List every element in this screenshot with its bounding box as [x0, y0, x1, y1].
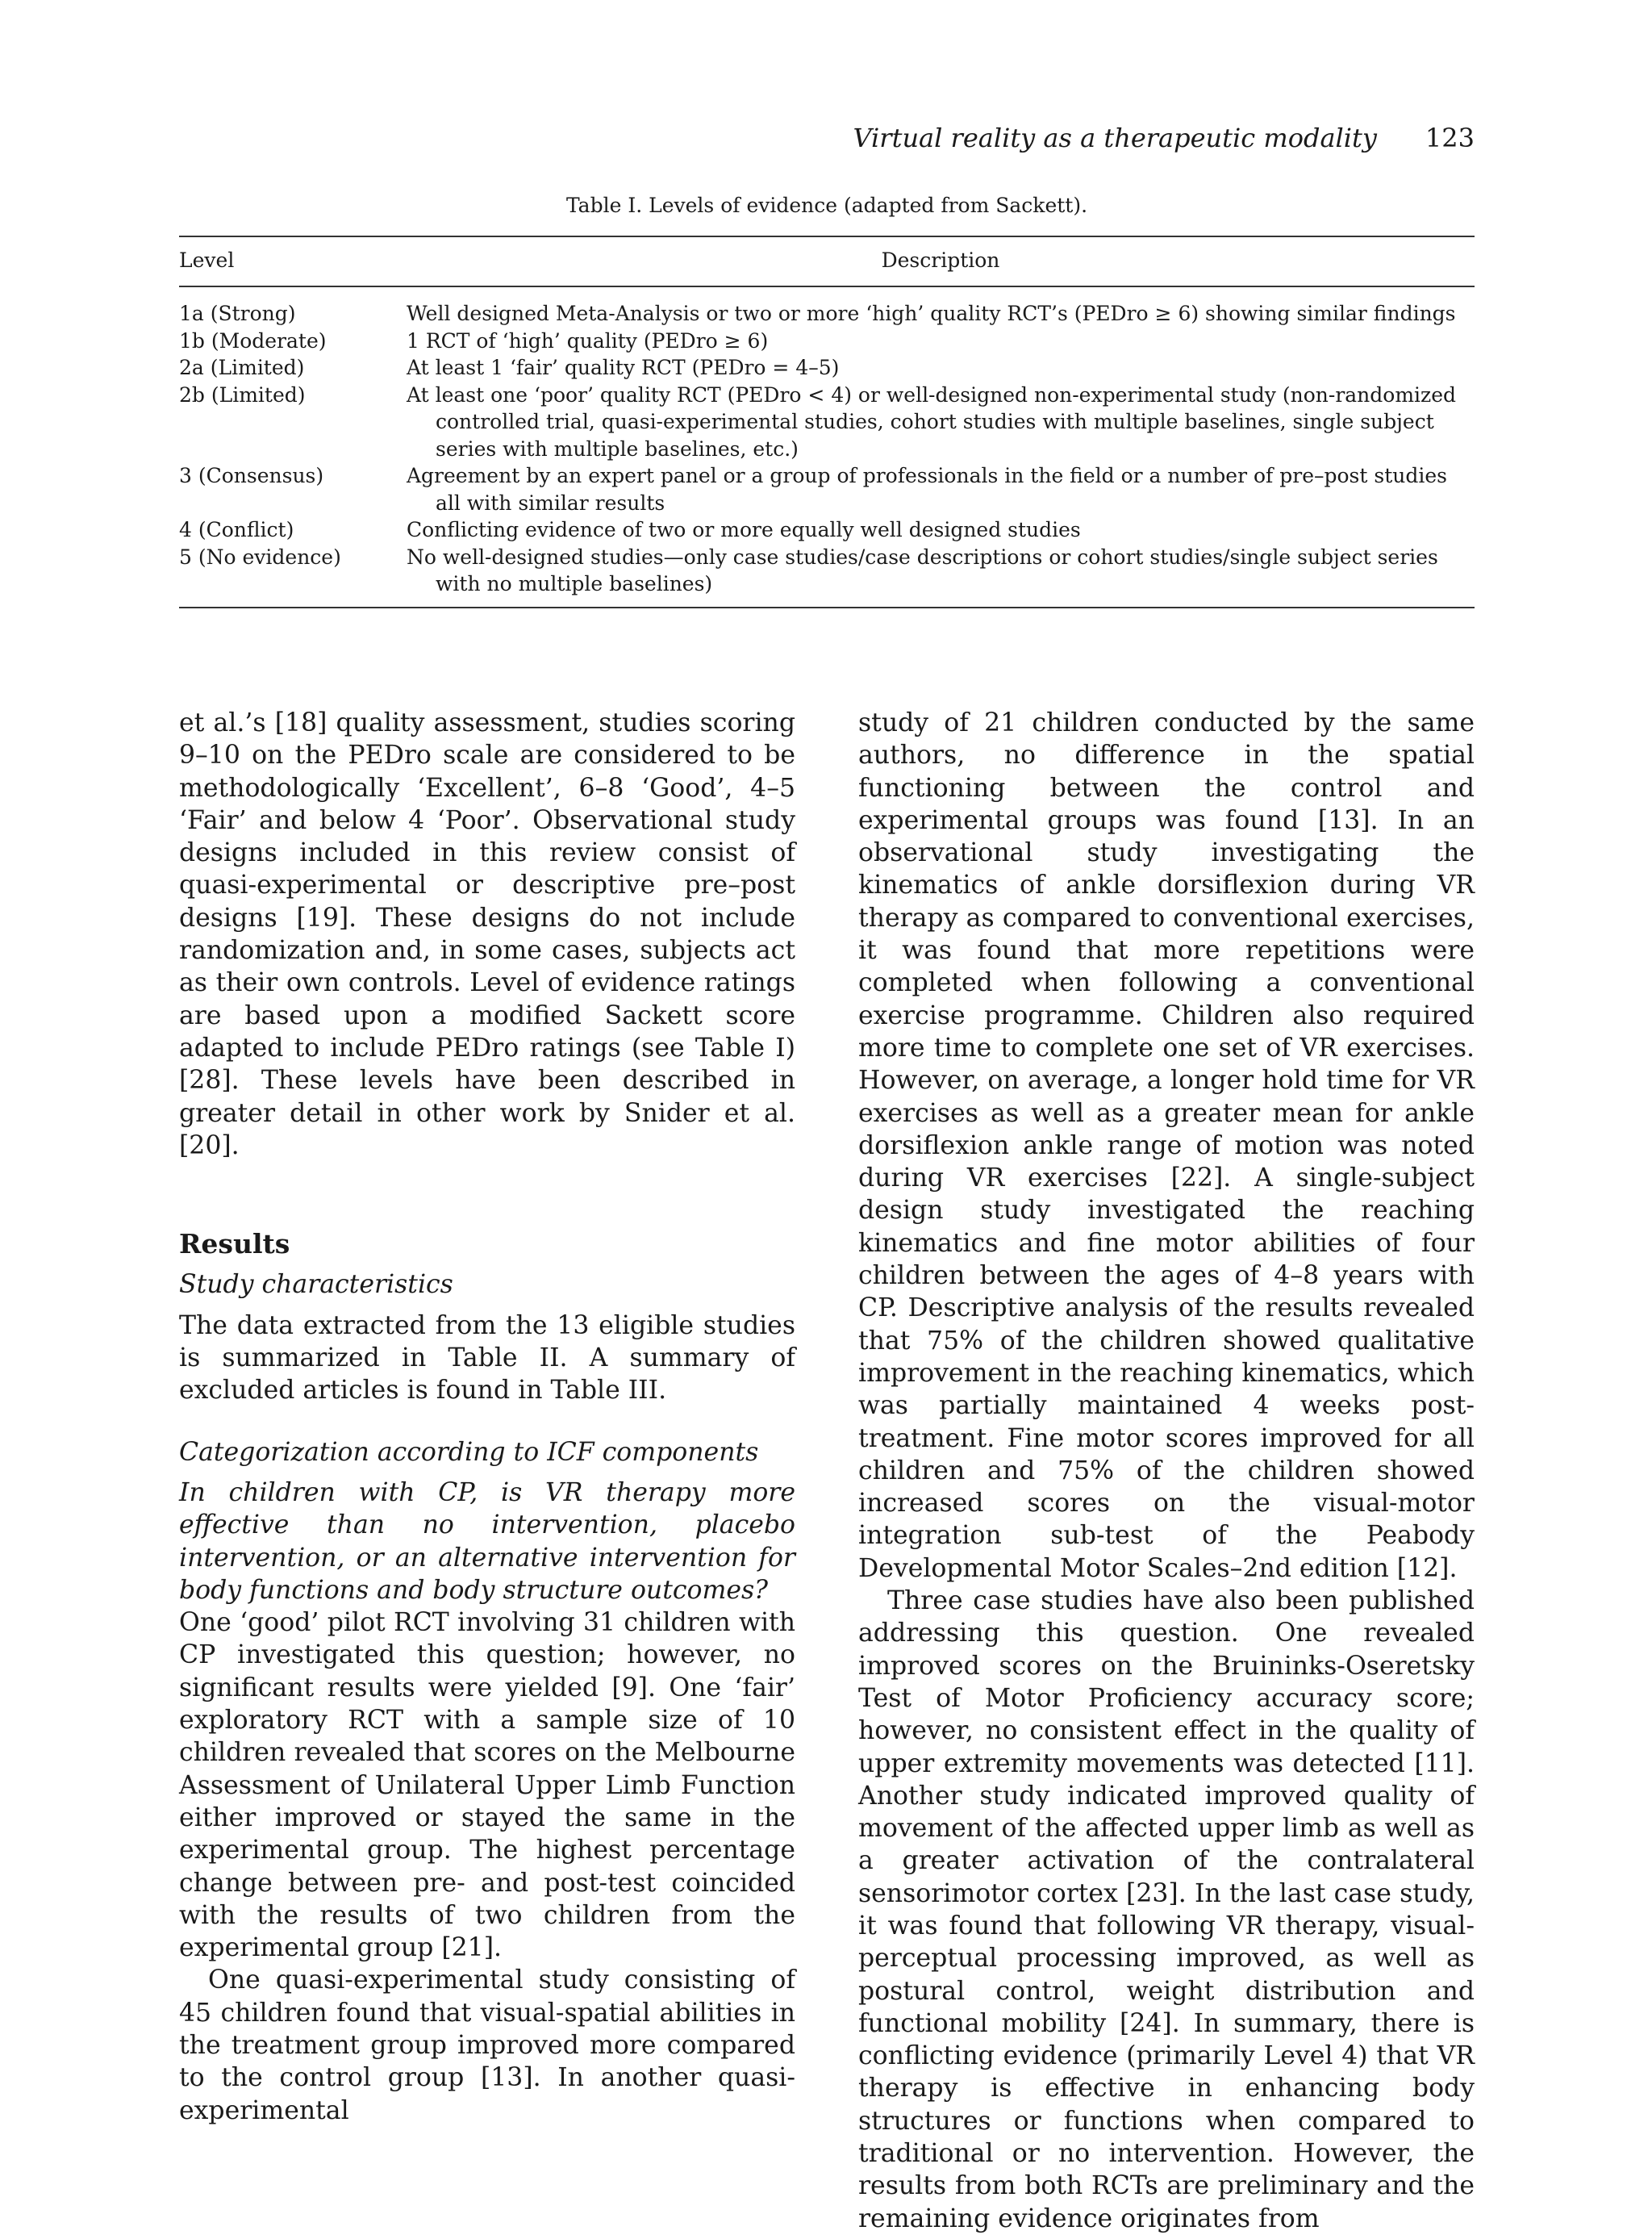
table-top-rule	[179, 236, 1475, 237]
section-heading-results: Results	[179, 1228, 290, 1260]
paragraph: One quasi-experimental study consisting of 45 children found that visual-spatial abilities in the treatment group improved more compared to the control group [13]. In another quasi-experimental	[179, 1966, 795, 2125]
paragraph: The data extracted from the 13 eligible studies is summarized in Table II. A summary of excluded articles is found in Table III.	[179, 1310, 795, 1406]
running-title: Virtual reality as a therapeutic modality	[853, 123, 1377, 153]
table-row	[179, 382, 1475, 463]
table-row	[179, 462, 1475, 516]
table-row	[179, 328, 1475, 355]
paragraph: Three case studies have also been published addressing this question. One revealed improved scores on the Bruininks-Oseretsky Test of Motor Proficiency accuracy score; however, no consistent effect in the quality of upper extremity movements was detected [11]. Another study indicated improved quality of movement of the affected upper limb as well as a greater activation of the contralateral sensorimotor cortex [23]. In the last case study, it was found that following VR therapy, visual-perceptual processing improved, as well as postural control, weight distribution and functional mobility [24]. In summary, there is conflicting evidence (primarily Level 4) that VR therapy is effective in enhancing body structures or functions when compared to traditional or no intervention. However, the results from both RCTs are preliminary and the remaining evidence originates from	[858, 1586, 1475, 2233]
page-number: 123	[1425, 123, 1475, 153]
description-cell: Conflicting evidence of two or more equally well designed studies	[407, 518, 1081, 541]
left-column	[179, 707, 795, 2127]
description-cell: Well designed Meta-Analysis or two or more ‘high’ quality RCT’s (PEDro ≥ 6) showing similar findings	[407, 302, 1456, 325]
subheading-icf: Categorization according to ICF components	[179, 1437, 759, 1467]
level-cell: 3 (Consensus)	[179, 464, 324, 487]
level-cell: 1a (Strong)	[179, 302, 296, 325]
description-cell: At least 1 ‘fair’ quality RCT (PEDro = 4–5)	[407, 356, 840, 379]
research-question: In children with CP, is VR therapy more effective than no intervention, placebo intervention, or an alternative intervention for body functions and body structure outcomes?	[179, 1477, 795, 1605]
subheading-study-characteristics: Study characteristics	[179, 1270, 453, 1300]
level-cell: 2b (Limited)	[179, 382, 306, 407]
level-cell: 4 (Conflict)	[179, 518, 294, 541]
level-cell: 5 (No evidence)	[179, 545, 341, 569]
table-header-rule	[179, 286, 1475, 287]
paragraph: et al.’s [18] quality assessment, studies scoring 9–10 on the PEDro scale are considered to be methodologically ‘Excellent’, 6–8 ‘Good’, 4–5 ‘Fair’ and below 4 ‘Poor’. Observational study designs included in this review consist of quasi-experimental or descriptive pre–post designs [19]. These designs do not include randomization and, in some cases, subjects act as their own controls. Level of evidence ratings are based upon a modified Sackett score adapted to include PEDro ratings (see Table I) [28]. These levels have been described in greater detail in other work by Snider et al. [20].	[179, 708, 795, 1160]
level-cell: 2a (Limited)	[179, 356, 305, 379]
column-header-description: Description	[881, 249, 1000, 272]
paragraph: study of 21 children conducted by the same authors, no difference in the spatial functioning between the control and experimental groups was found [13]. In an observational study investigating the kinematics of ankle dorsiflexion during VR therapy as compared to conventional exercises, it was found that more repetitions were completed when following a conventional exercise programme. Children also required more time to complete one set of VR exercises. However, on average, a longer hold time for VR exercises as well as a greater mean for ankle dorsiflexion ankle range of motion was noted during VR exercises [22]. A single-subject design study investigated the reaching kinematics and fine motor abilities of four children between the ages of 4–8 years with CP. Descriptive analysis of the results revealed that 75% of the children showed qualitative improvement in the reaching kinematics, which was partially maintained 4 weeks post-treatment. Fine motor scores improved for all children and 75% of the children showed increased scores on the visual-motor integration sub-test of the Peabody Developmental Motor Scales–2nd edition [12].	[858, 708, 1475, 1583]
column-header-level: Level	[179, 249, 235, 272]
running-header	[179, 123, 1475, 158]
table-header-row	[179, 249, 1475, 278]
description-cell: 1 RCT of ‘high’ quality (PEDro ≥ 6)	[407, 328, 769, 353]
table-bottom-rule	[179, 607, 1475, 608]
paragraph: One ‘good’ pilot RCT involving 31 children with CP investigated this question; however, no significant results were yielded [9]. One ‘fair’ exploratory RCT with a sample size of 10 children revealed that scores on the Melbourne Assessment of Unilateral Upper Limb Function either improved or stayed the same in the experimental group. The highest percentage change between pre- and post-test coincided with the results of two children from the experimental group [21].	[179, 1608, 795, 1963]
right-column	[858, 707, 1475, 2235]
description-cell: At least one ‘poor’ quality RCT (PEDro < 4) or well-designed non-experimental study (non-randomized controlled trial, quasi-experimental studies, cohort studies with multiple baselines, single subject series with multiple baselines, etc.)	[407, 382, 1457, 461]
table-row	[179, 544, 1475, 598]
table-caption: Table I. Levels of evidence (adapted from Sackett).	[565, 194, 1088, 217]
level-cell: 1b (Moderate)	[179, 328, 327, 353]
table-row	[179, 354, 1475, 382]
table-row	[179, 516, 1475, 544]
description-cell: No well-designed studies—only case studies/case descriptions or cohort studies/single subject series with no multiple baselines)	[407, 545, 1438, 595]
evidence-levels-table	[179, 300, 1475, 598]
table-row	[179, 300, 1475, 328]
description-cell: Agreement by an expert panel or a group of professionals in the field or a number of pre–post studies all with similar results	[407, 464, 1447, 515]
